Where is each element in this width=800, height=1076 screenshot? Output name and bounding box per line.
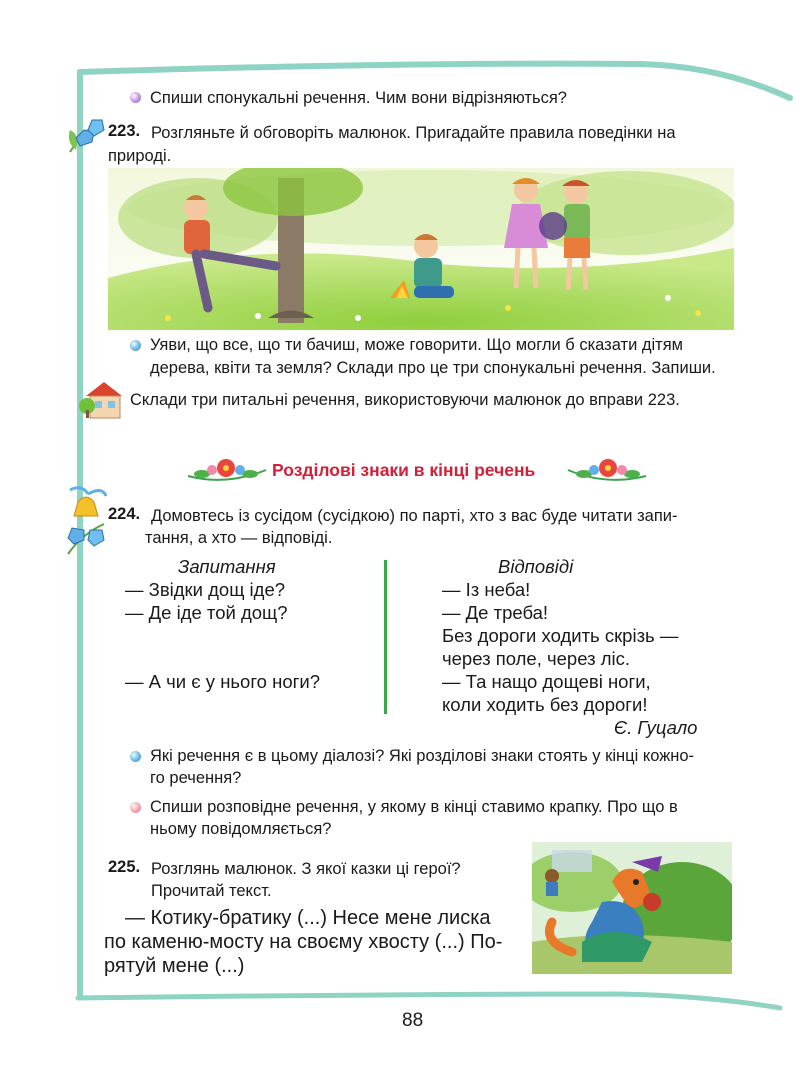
home-task: Склади три питальні речення, використовуючи малюнок до вправи 223. xyxy=(130,391,680,409)
house-icon xyxy=(78,378,124,420)
exercise-224-line2: тання, а хто — відповіді. xyxy=(145,529,333,547)
story-line: рятуй мене (...) xyxy=(104,955,245,977)
answer-line: через поле, через ліс. xyxy=(442,648,630,669)
flower-ornament-right-icon xyxy=(566,456,648,484)
questions-title: Запитання xyxy=(178,556,276,577)
flower-ornament-left-icon xyxy=(186,456,268,484)
imagine-task-line2: дерева, квіти та земля? Склади про це три спонукальні речення. Запиши. xyxy=(150,359,716,377)
question-line: — Де іде той дощ? xyxy=(125,602,288,623)
answers-title: Відповіді xyxy=(498,556,574,577)
fox-and-rooster-illustration xyxy=(532,842,732,974)
story-line: по каменю-мосту на своєму хвосту (...) По- xyxy=(104,931,503,953)
copy-task-line1: Спиши розповідне речення, у якому в кінці ставимо крапку. Про що в xyxy=(150,798,678,816)
bullet-icon xyxy=(130,802,141,813)
dialog-task-line1: Які речення є в цьому діалозі? Які розділові знаки стоять у кінці кожно- xyxy=(150,747,695,765)
answer-line: — Із неба! xyxy=(442,579,531,600)
exercise-number: 224. xyxy=(108,505,141,523)
bluebells-icon xyxy=(62,112,110,158)
question-line: — А чи є у нього ноги? xyxy=(125,671,320,692)
imagine-task-line1: Уяви, що все, що ти бачиш, може говорити. Що могли б сказати дітям xyxy=(150,336,684,354)
exercise-225-line1: Розглянь малюнок. З якої казки ці герої? xyxy=(151,860,461,878)
exercise-number: 225. xyxy=(108,858,141,876)
copy-task-line2: ньому повідомляється? xyxy=(150,820,332,838)
page-number: 88 xyxy=(402,1010,424,1031)
answer-line: — Де треба! xyxy=(442,602,549,623)
bells-icon xyxy=(62,484,112,556)
park-illustration xyxy=(108,168,734,330)
bullet-icon xyxy=(130,340,141,351)
answer-line: — Та нащо дощеві ноги, xyxy=(442,671,651,692)
section-heading: Розділові знаки в кінці речень xyxy=(272,460,536,480)
bullet-icon xyxy=(130,751,141,762)
exercise-225-line2: Прочитай текст. xyxy=(151,882,272,900)
exercise-223-line1: Розгляньте й обговоріть малюнок. Пригадайте правила поведінки на xyxy=(151,124,676,142)
poem-author: Є. Гуцало xyxy=(614,717,698,738)
exercise-223-line2: природі. xyxy=(108,147,172,165)
dialog-divider xyxy=(384,560,387,714)
exercise-224-line1: Домовтесь із сусідом (сусідкою) по парті, хто з вас буде читати запи- xyxy=(151,507,678,525)
answer-line: Без дороги ходить скрізь — xyxy=(442,625,679,646)
dialog-task-line2: го речення? xyxy=(150,769,242,787)
question-line: — Звідки дощ іде? xyxy=(125,579,286,600)
intro-task: Спиши спонукальні речення. Чим вони відрізняються? xyxy=(150,89,567,107)
exercise-number: 223. xyxy=(108,122,141,140)
answer-line: коли ходить без дороги! xyxy=(442,694,648,715)
story-line: — Котику-братику (...) Несе мене лиска xyxy=(125,907,491,929)
bullet-icon xyxy=(130,92,141,103)
